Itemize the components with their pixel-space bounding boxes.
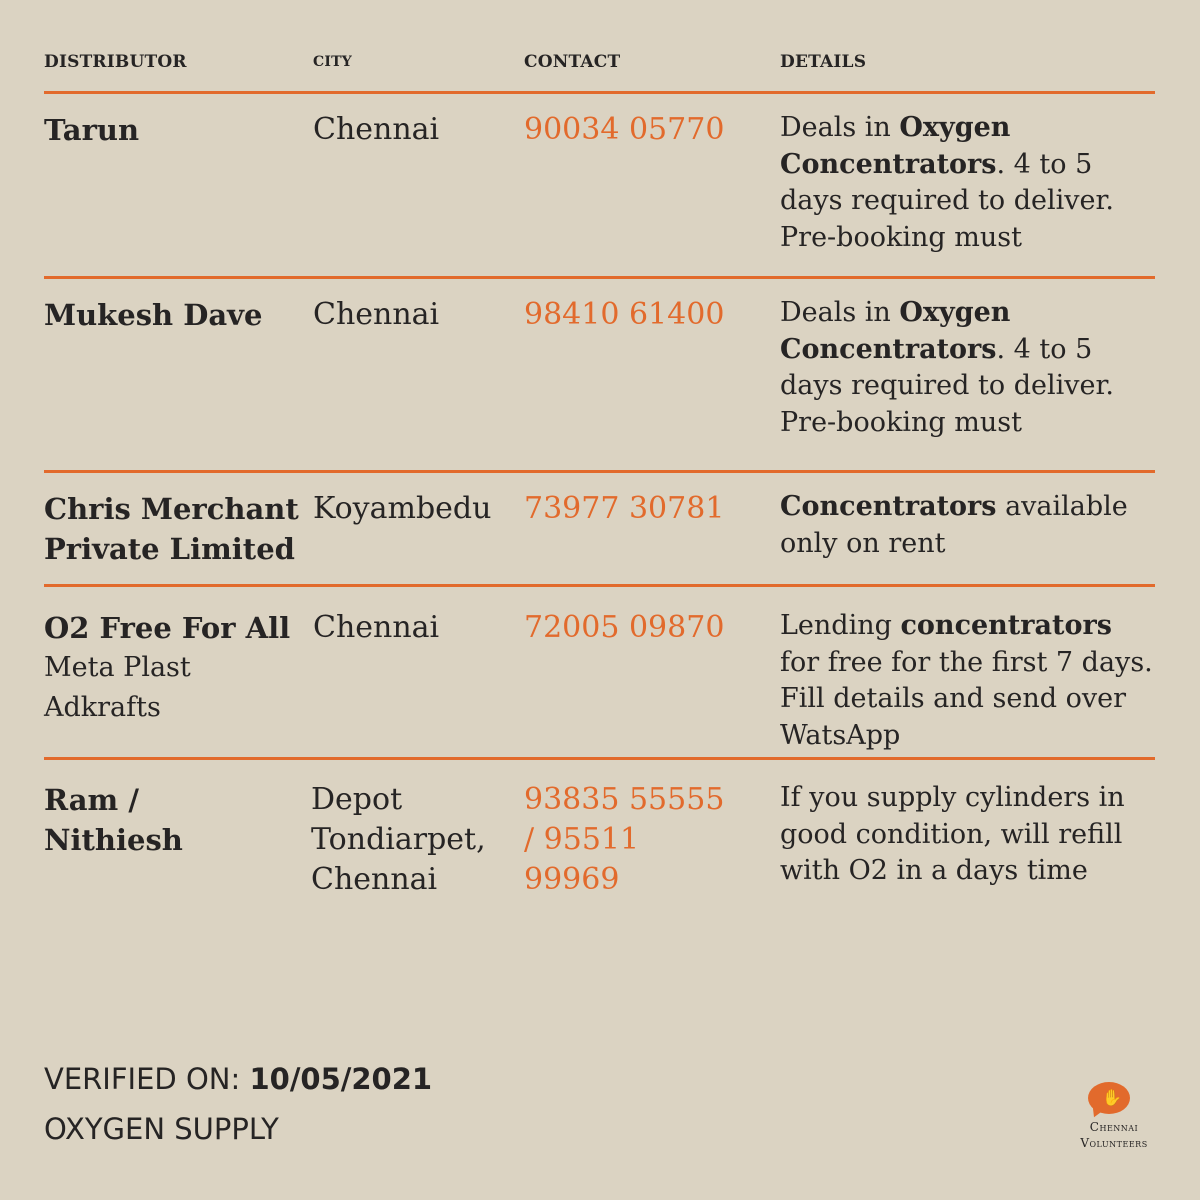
details-run: If you supply cylinders in good condition, will refill with O2 in a days time xyxy=(780,782,1125,886)
details-text xyxy=(780,608,1155,754)
details-cell xyxy=(780,295,1155,441)
table-header xyxy=(0,52,1200,76)
details-cell xyxy=(780,489,1155,562)
details-run: Lending xyxy=(780,610,901,641)
city-cell xyxy=(313,110,513,150)
distributor-cell xyxy=(44,489,304,569)
distributor-partner: Adkrafts xyxy=(44,692,161,723)
city-text: Chennai xyxy=(313,112,440,147)
city-text: Chennai xyxy=(313,610,440,645)
raised-hand-icon: ✋ xyxy=(1102,1088,1122,1107)
city-cell xyxy=(311,780,501,900)
verified-on xyxy=(44,1062,432,1096)
distributor-name: Mukesh Dave xyxy=(44,298,263,332)
contact-phone[interactable]: 73977 30781 xyxy=(524,491,725,526)
distributor-cell xyxy=(44,780,194,860)
distributor-name: Chris Merchant Private Limited xyxy=(44,492,299,566)
row-divider xyxy=(44,757,1155,760)
details-emphasis: Oxygen Concentrators xyxy=(780,112,1011,180)
row-divider xyxy=(44,470,1155,473)
details-emphasis: Concentrators xyxy=(780,491,997,522)
header-city: CITY xyxy=(313,54,352,70)
contact-cell xyxy=(524,780,739,900)
contact-cell xyxy=(524,608,774,648)
details-run: available only on rent xyxy=(780,491,1128,559)
row-divider xyxy=(44,584,1155,587)
distributor-cell xyxy=(44,608,304,728)
details-run: Deals in xyxy=(780,112,900,143)
distributor-name: Tarun xyxy=(44,113,140,147)
logo-text-line1: Chennai xyxy=(1089,1120,1139,1134)
details-text xyxy=(780,110,1155,256)
verified-label: VERIFIED ON: xyxy=(44,1062,250,1096)
contact-cell xyxy=(524,489,774,529)
contact-phone[interactable]: 98410 61400 xyxy=(524,297,725,332)
city-text: Koyambedu xyxy=(313,491,492,526)
chennai-volunteers-logo xyxy=(1064,1082,1164,1162)
details-cell xyxy=(780,110,1155,256)
details-run: for free for the first 7 days. Fill details and send over WatsApp xyxy=(780,646,1153,751)
details-run: . 4 to 5 days required to deliver. Pre-booking must xyxy=(780,333,1114,438)
details-cell xyxy=(780,780,1155,890)
city-text: Depot Tondiarpet, Chennai xyxy=(311,782,486,897)
row-divider xyxy=(44,276,1155,279)
distributor-cell xyxy=(44,110,304,150)
contact-phone[interactable]: 93835 55555 / 95511 99969 xyxy=(524,782,725,897)
category-label: OXYGEN SUPPLY xyxy=(44,1112,279,1146)
header-distributor: DISTRIBUTOR xyxy=(44,52,187,72)
logo-text-line2: Volunteers xyxy=(1080,1136,1148,1150)
contact-cell xyxy=(524,295,774,335)
city-cell xyxy=(313,295,513,335)
details-run: . 4 to 5 days required to deliver. Pre-booking must xyxy=(780,148,1114,253)
distributor-name: Ram / Nithiesh xyxy=(44,783,183,857)
city-text: Chennai xyxy=(313,297,440,332)
details-cell xyxy=(780,608,1155,754)
distributor-name: O2 Free For All xyxy=(44,611,291,645)
details-text xyxy=(780,489,1155,562)
contact-phone[interactable]: 90034 05770 xyxy=(524,112,725,147)
header-details: DETAILS xyxy=(780,52,867,72)
contact-phone[interactable]: 72005 09870 xyxy=(524,610,725,645)
city-cell xyxy=(313,608,513,648)
details-emphasis: Oxygen Concentrators xyxy=(780,297,1011,365)
details-text xyxy=(780,295,1155,441)
header-contact: CONTACT xyxy=(524,52,621,72)
details-emphasis: concentrators xyxy=(900,610,1112,641)
details-run: Deals in xyxy=(780,297,900,328)
details-text xyxy=(780,780,1155,890)
city-cell xyxy=(313,489,513,529)
verified-date: 10/05/2021 xyxy=(249,1062,433,1096)
contact-cell xyxy=(524,110,774,150)
header-divider xyxy=(44,91,1155,94)
distributor-cell xyxy=(44,295,304,335)
distributor-partner: Meta Plast xyxy=(44,652,191,683)
